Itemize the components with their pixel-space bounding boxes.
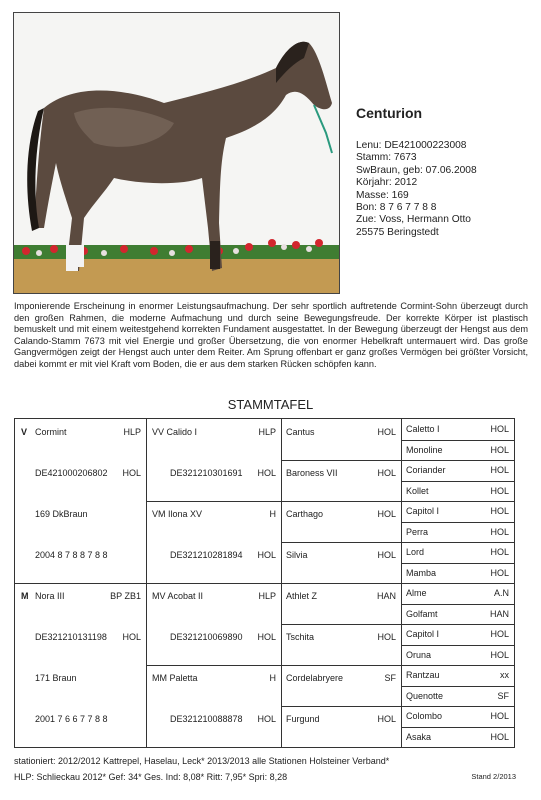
ancestor-id: DE421000206802 bbox=[35, 468, 108, 478]
gen4-name: Rantzau bbox=[406, 670, 440, 680]
horse-photo bbox=[13, 12, 340, 294]
gen4-breed: SF bbox=[497, 690, 509, 701]
pedigree-cell bbox=[281, 583, 401, 624]
great-grandparent-name: Carthago bbox=[286, 509, 324, 519]
pedigree-cell bbox=[281, 624, 401, 665]
pedigree-cell bbox=[281, 501, 401, 542]
ancestor-size-color: 171 Braun bbox=[35, 673, 77, 683]
gen4-breed: HOL bbox=[490, 629, 509, 639]
gen4-breed: HOL bbox=[490, 485, 509, 496]
great-grandparent-name: Cantus bbox=[286, 427, 315, 437]
pedigree-cell bbox=[281, 665, 401, 706]
ancestor-year-scores: 2004 8 7 8 8 7 8 8 bbox=[35, 550, 108, 560]
great-grandparent-name: Silvia bbox=[286, 550, 308, 560]
grandparent-breed: HLP bbox=[258, 427, 276, 437]
great-grandparent-name: Furgund bbox=[286, 714, 320, 724]
gen4-name: Mamba bbox=[406, 567, 437, 578]
gen4-name: Kollet bbox=[406, 485, 429, 496]
gen4-breed: HOL bbox=[490, 465, 509, 475]
gen4-breed: HOL bbox=[490, 649, 509, 660]
great-grandparent-breed: HOL bbox=[377, 714, 396, 724]
info-stamm: Stamm: 7673 bbox=[356, 152, 417, 164]
info-breeder: Zue: Voss, Hermann Otto bbox=[356, 214, 471, 226]
gen4-breed: HOL bbox=[490, 444, 509, 455]
horse-name: Centurion bbox=[356, 105, 423, 121]
gen4-name: Asaka bbox=[406, 731, 432, 742]
ancestor-name: Cormint bbox=[35, 427, 67, 437]
grandparent-id-breed: HOL bbox=[257, 714, 276, 724]
great-grandparent-breed: HOL bbox=[377, 468, 396, 478]
great-grandparent-breed: HOL bbox=[377, 632, 396, 642]
hlp-note: HLP: Schlieckau 2012* Gef: 34* Ges. Ind: 8,08* Ritt: 7,95* Spri: 8,28 bbox=[14, 772, 288, 782]
great-grandparent-breed: SF bbox=[384, 673, 396, 683]
gen4-breed: HAN bbox=[489, 608, 509, 619]
gen4-name: Capitol I bbox=[406, 629, 440, 639]
description: Imponierende Erscheinung in enormer Leistungsaufmachung. Der sehr sportlich auftretende Cormint-Sohn überzeugt durch den großen Rahmen, die moderne Aufmachung und durch seine Bewegungsfreude. Der korrekte Körper ist plastisch bemuskelt und mit einem weitestgehend korrekten Fundament ausgestattet. In der Bewegung überzeugt der Hengst aus dem Calando-Stamm 7673 mit viel Energie und großer Übersetzung, die von enormer Hebelkraft untermauert wird. Das große Gangvermögen zeigt der Hengst auch unter dem Reiter. Am Sprung offenbart er ganz großes Vermögen bei größter Vorsicht, dabei kommt er mit viel Kraft vom Boden, die er aus dem starken Rücken schöpfen kann. bbox=[14, 301, 528, 369]
great-grandparent-name: Athlet Z bbox=[286, 591, 318, 601]
grandparent-breed: H bbox=[269, 673, 276, 683]
info-masse: Masse: 169 bbox=[356, 189, 409, 201]
gen4-name: Capitol I bbox=[406, 506, 440, 516]
ancestor-size-color: 169 DkBraun bbox=[35, 509, 88, 519]
horse-info bbox=[356, 140, 477, 239]
gen4-breed: xx bbox=[500, 670, 509, 680]
gen4-breed: HOL bbox=[490, 731, 509, 742]
grandparent-id-breed: HOL bbox=[257, 468, 276, 478]
great-grandparent-breed: HOL bbox=[377, 427, 396, 437]
pedigree-cell bbox=[281, 460, 401, 501]
gen4-name: Perra bbox=[406, 526, 429, 537]
pedigree-cell bbox=[281, 542, 401, 583]
ancestor-breed: BP ZB1 bbox=[110, 591, 141, 601]
info-korjahr: Körjahr: 2012 bbox=[356, 177, 418, 189]
stationed-note: stationiert: 2012/2012 Kattrepel, Haselau, Leck* 2013/2013 alle Stationen Holsteiner Verband* bbox=[14, 756, 390, 766]
gen4-name: Caletto I bbox=[406, 424, 440, 434]
pedigree-title: STAMMTAFEL bbox=[227, 397, 314, 412]
ancestor-tag: M bbox=[21, 591, 29, 601]
grandparent-name: MM Paletta bbox=[152, 673, 198, 683]
grandparent-breed: H bbox=[269, 509, 276, 519]
grandparent-id: DE321210069890 bbox=[170, 632, 243, 642]
pedigree-cell bbox=[281, 706, 401, 747]
ancestor-id: DE321210131198 bbox=[35, 632, 107, 642]
gen4-name: Coriander bbox=[406, 465, 446, 475]
ancestor-id-breed: HOL bbox=[122, 468, 141, 478]
grandparent-name: MV Acobat II bbox=[152, 591, 204, 601]
gen4-name: Oruna bbox=[406, 649, 432, 660]
pedigree-cell bbox=[281, 419, 401, 460]
gen4-breed: HOL bbox=[490, 711, 509, 721]
ancestor-year-scores: 2001 7 6 6 7 7 8 8 bbox=[35, 714, 108, 724]
stand-note: Stand 2/2013 bbox=[471, 772, 516, 781]
grandparent-id-breed: HOL bbox=[257, 632, 276, 642]
gen4-breed: A.N bbox=[493, 588, 509, 598]
grandparent-name: VM Ilona XV bbox=[152, 509, 203, 519]
gen4-name: Colombo bbox=[406, 711, 443, 721]
pedigree-table bbox=[14, 418, 515, 748]
gen4-name: Quenotte bbox=[406, 690, 444, 701]
ancestor-breed: HLP bbox=[123, 427, 141, 437]
great-grandparent-breed: HOL bbox=[377, 509, 396, 519]
info-lenu: Lenu: DE421000223008 bbox=[356, 140, 467, 151]
gen4-breed: HOL bbox=[490, 506, 509, 516]
grandparent-breed: HLP bbox=[258, 591, 276, 601]
ancestor-id-breed: HOL bbox=[122, 632, 141, 642]
info-bon: Bon: 8 7 6 7 7 8 8 bbox=[356, 202, 437, 214]
ancestor-tag: V bbox=[21, 427, 28, 437]
gen4-breed: HOL bbox=[490, 547, 509, 557]
ancestor-name: Nora III bbox=[35, 591, 65, 601]
gen4-name: Alme bbox=[406, 588, 427, 598]
gen4-name: Monoline bbox=[406, 444, 443, 455]
info-color-birth: SwBraun, geb: 07.06.2008 bbox=[356, 164, 477, 176]
gen4-name: Lord bbox=[406, 547, 425, 557]
gen4-name: Golfamt bbox=[406, 608, 438, 619]
grandparent-id: DE321210088878 bbox=[170, 714, 243, 724]
grandparent-name: VV Calido I bbox=[152, 427, 198, 437]
great-grandparent-name: Tschita bbox=[286, 632, 315, 642]
grandparent-id-breed: HOL bbox=[257, 550, 276, 560]
gen4-breed: HOL bbox=[490, 567, 509, 578]
great-grandparent-breed: HOL bbox=[377, 550, 396, 560]
grandparent-id: DE321210281894 bbox=[170, 550, 243, 560]
great-grandparent-name: Cordelabryere bbox=[286, 673, 344, 683]
gen4-breed: HOL bbox=[490, 526, 509, 537]
gen4-breed: HOL bbox=[490, 424, 509, 434]
info-breeder-city: 25575 Beringstedt bbox=[356, 226, 439, 238]
grandparent-id: DE321210301691 bbox=[170, 468, 243, 478]
great-grandparent-breed: HAN bbox=[376, 591, 396, 601]
great-grandparent-name: Baroness VII bbox=[286, 468, 338, 478]
